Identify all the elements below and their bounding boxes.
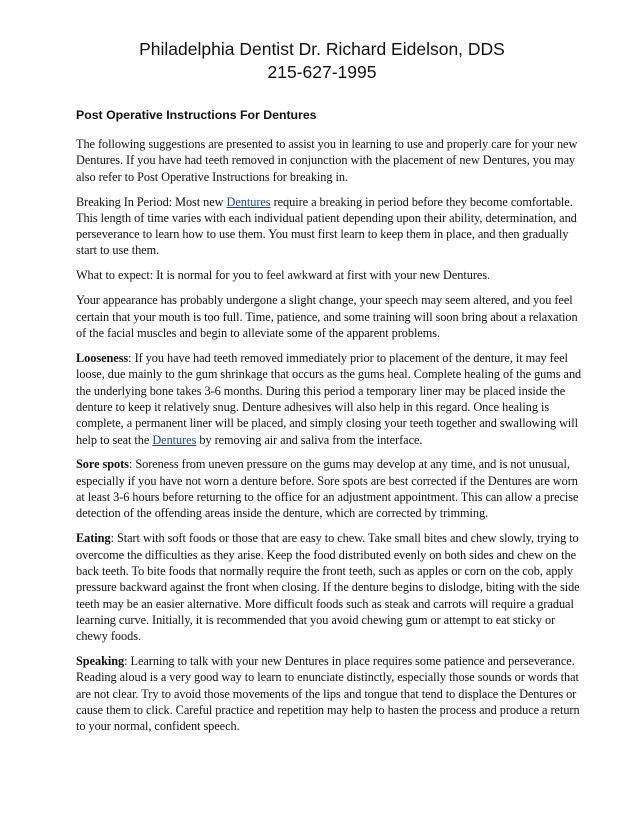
what-to-expect-paragraph: What to expect: It is normal for you to feel awkward at first with your new Dentures.	[76, 268, 491, 283]
intro-paragraph: The following suggestions are presented to assist you in learning to use and properly care for your new Dentures. If you have had teeth removed in conjunction with the placement of new Dentures, you may also refer to Post Operative Instructions for breaking in.	[76, 137, 578, 184]
dentures-link-2[interactable]: Dentures	[152, 432, 197, 447]
looseness-term: Looseness	[76, 351, 129, 366]
looseness-text-before: : If you have had teeth removed immediately prior to placement of the denture, it may feel loose, due mainly to the gum shrinkage that occurs as the gums heal. Complete healing of the gums and the underlying bone takes 3-6 months. During this period a temporary liner may be placed inside the denture to keep it relatively snug. Denture adhesives will also help in this regard. Once healing is complete, a permanent liner will be placed, and simply closing your teeth together and swallowing will help to seat the	[76, 351, 582, 447]
eating-text: : Start with soft foods or those that are easy to chew. Take small bites and chew slowly, trying to overcome the difficulties as they arise. Keep the food distributed evenly on both sides and chew on the back teeth. To bite foods that normally require the front teeth, such as apples or corn on the cob, apply pressure backward against the front when closing. If the denture begins to dislodge, biting with the side teeth may be an easier alternative. More difficult foods such as steak and carrots will require a gradual learning curve. Initially, it is recommended that you avoid chewing gum or attempt to eat sticky or chewy foods.	[76, 531, 580, 644]
breaking-in-text-after: require a breaking in period before they become comfortable. This length of time varies with each individual patient depending upon their ability, determination, and perseverance to learn how to use them. You must first learn to keep them in place, and then gradually start to use them.	[76, 194, 577, 258]
looseness-paragraph	[76, 350, 582, 448]
section-title: Post Operative Instructions For Dentures	[76, 108, 317, 122]
sore-spots-paragraph	[76, 456, 582, 521]
eating-paragraph	[76, 530, 582, 644]
header-phone-number: 215-627-1995	[267, 62, 377, 82]
document-header	[76, 38, 582, 84]
sore-spots-text: : Soreness from uneven pressure on the gums may develop at any time, and is not unusual, especially if you have not worn a denture before. Sore spots are best corrected if the Dentures are worn at least 3-6 hours before returning to the office for an adjustment appointment. This can allow a precise detection of the offending areas inside the denture, which are corrected by trimming.	[76, 457, 579, 521]
looseness-text-after: by removing air and saliva from the interface.	[196, 432, 423, 447]
dentures-link[interactable]: Dentures	[226, 194, 271, 209]
appearance-paragraph: Your appearance has probably undergone a slight change, your speech may seem altered, and you feel certain that your mouth is too full. Time, patience, and some training will soon bring about a relaxation of the facial muscles and begin to alleviate some of the apparent problems.	[76, 293, 578, 341]
speaking-text: : Learning to talk with your new Dentures in place requires some patience and perseverance. Reading aloud is a very good way to learn to enunciate distinctly, especially those sounds or words that are not clear. Try to avoid those movements of the lips and tongue that tend to displace the Dentures or cause them to click. Careful practice and repetition may help to hasten the process and produce a return to your normal, confident speech.	[76, 654, 580, 734]
speaking-term: Speaking	[76, 654, 125, 669]
header-practice-name: Philadelphia Dentist Dr. Richard Eidelson, DDS	[139, 39, 505, 59]
eating-term: Eating	[76, 531, 111, 546]
sore-spots-term: Sore spots	[76, 457, 129, 472]
speaking-paragraph	[76, 653, 582, 734]
breaking-in-paragraph	[76, 194, 582, 259]
breaking-in-text-before: Breaking In Period: Most new	[76, 194, 227, 209]
